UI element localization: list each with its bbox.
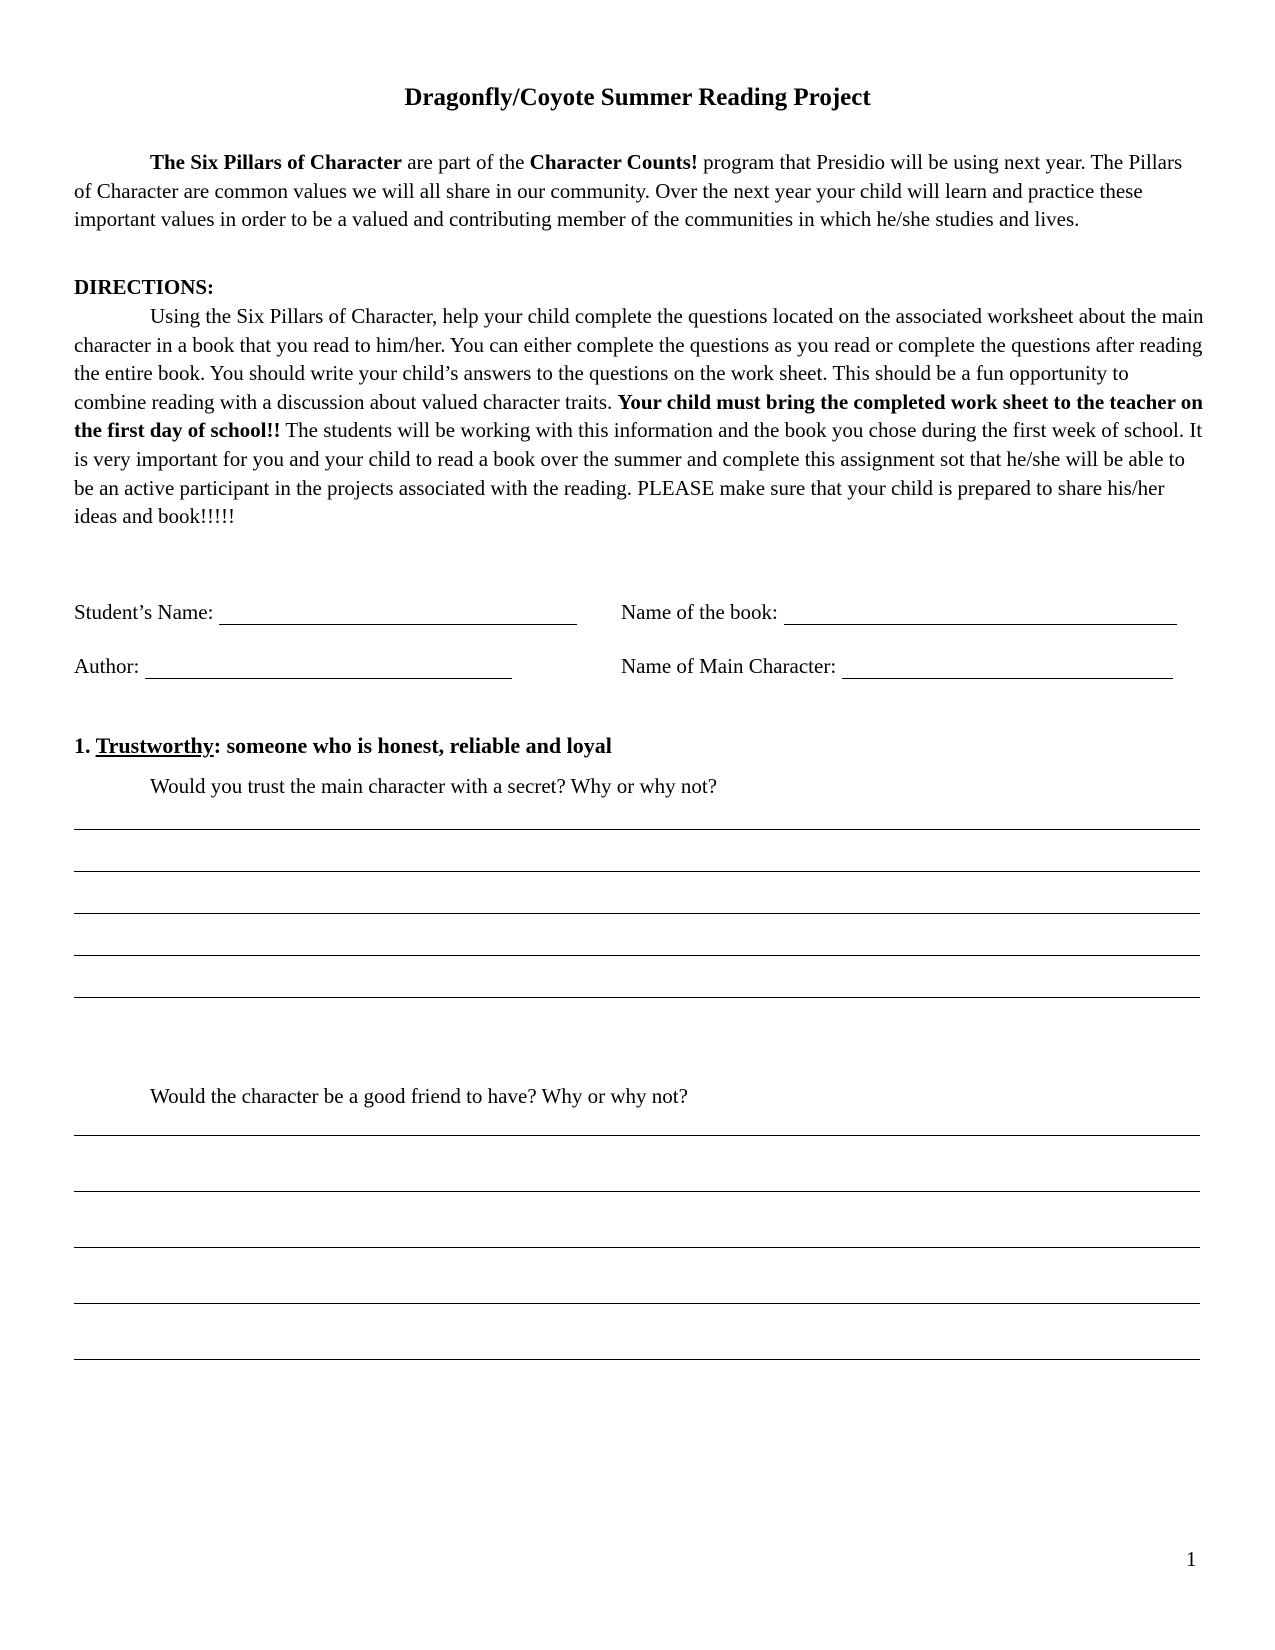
section-1-heading: [74, 733, 612, 759]
answer-line-q2[interactable]: [74, 1303, 1200, 1304]
book-name-label: Name of the book:: [621, 600, 778, 624]
page-title: Dragonfly/Coyote Summer Reading Project: [404, 84, 871, 111]
book-name-input-line[interactable]: [784, 602, 1177, 625]
directions-heading: DIRECTIONS:: [74, 275, 215, 299]
answer-line-q2[interactable]: [74, 1135, 1200, 1136]
student-name-label: Student’s Name:: [74, 600, 214, 624]
answer-line-q2[interactable]: [74, 1247, 1200, 1248]
answer-line-q1[interactable]: [74, 997, 1200, 998]
answer-line-q1[interactable]: [74, 955, 1200, 956]
directions-bold-notice: Your child must bring the completed work sheet to the teacher on the first day of school!!: [74, 389, 1203, 443]
student-name-input-line[interactable]: [219, 602, 577, 625]
question-2: Would the character be a good friend to have? Why or why not?: [150, 1084, 688, 1108]
main-character-input-line[interactable]: [842, 656, 1173, 679]
section-1-number: 1.: [74, 733, 91, 758]
student-name-field: [74, 600, 577, 625]
directions-text-1: Using the Six Pillars of Character, help your child complete the questions located on the associated worksheet about the main character in a book that you read to him/her. You can either complete the questions as you read or complete the questions after reading the entire book. You should write your child’s answers to the questions on the work sheet. This should be a fun opportunity to combine reading with a discussion about valued character traits.: [74, 304, 1204, 414]
directions-text-2: The students will be working with this information and the book you chose during the first week of school. It is very important for you and your child to read a book over the summer and complete this assignment sot that he/she will be able to be an active participant in the projects associated with the reading. PLEASE make sure that your child is prepared to share his/her ideas and book!!!!!: [74, 418, 1203, 529]
intro-text-2: program that Presidio will be using next year. The Pillars of Character are common values we will all share in our community. Over the next year your child will learn and practice these important values in order to be a valued and contributing member of the communities in which he/she studies and lives.: [74, 150, 1183, 232]
answer-line-q1[interactable]: [74, 829, 1200, 830]
page-number: 1: [1186, 1547, 1197, 1571]
character-counts-bold: Character Counts!: [529, 150, 698, 174]
six-pillars-bold: The Six Pillars of Character: [150, 150, 402, 174]
intro-text-1: are part of the: [401, 150, 530, 174]
main-character-label: Name of Main Character:: [621, 654, 837, 678]
pillar-definition: : someone who is honest, reliable and loyal: [213, 733, 612, 758]
answer-line-q1[interactable]: [74, 871, 1200, 872]
directions-paragraph: [74, 302, 1204, 531]
author-field: [74, 654, 512, 679]
book-name-field: [621, 600, 1177, 625]
answer-line-q1[interactable]: [74, 913, 1200, 914]
pillar-trustworthy: Trustworthy: [95, 733, 214, 758]
answer-line-q2[interactable]: [74, 1191, 1200, 1192]
intro-paragraph: [74, 148, 1204, 234]
author-input-line[interactable]: [145, 656, 512, 679]
main-character-field: [621, 654, 1173, 679]
answer-line-q2[interactable]: [74, 1359, 1200, 1360]
question-1: Would you trust the main character with a secret? Why or why not?: [150, 774, 718, 798]
author-label: Author:: [74, 654, 140, 678]
